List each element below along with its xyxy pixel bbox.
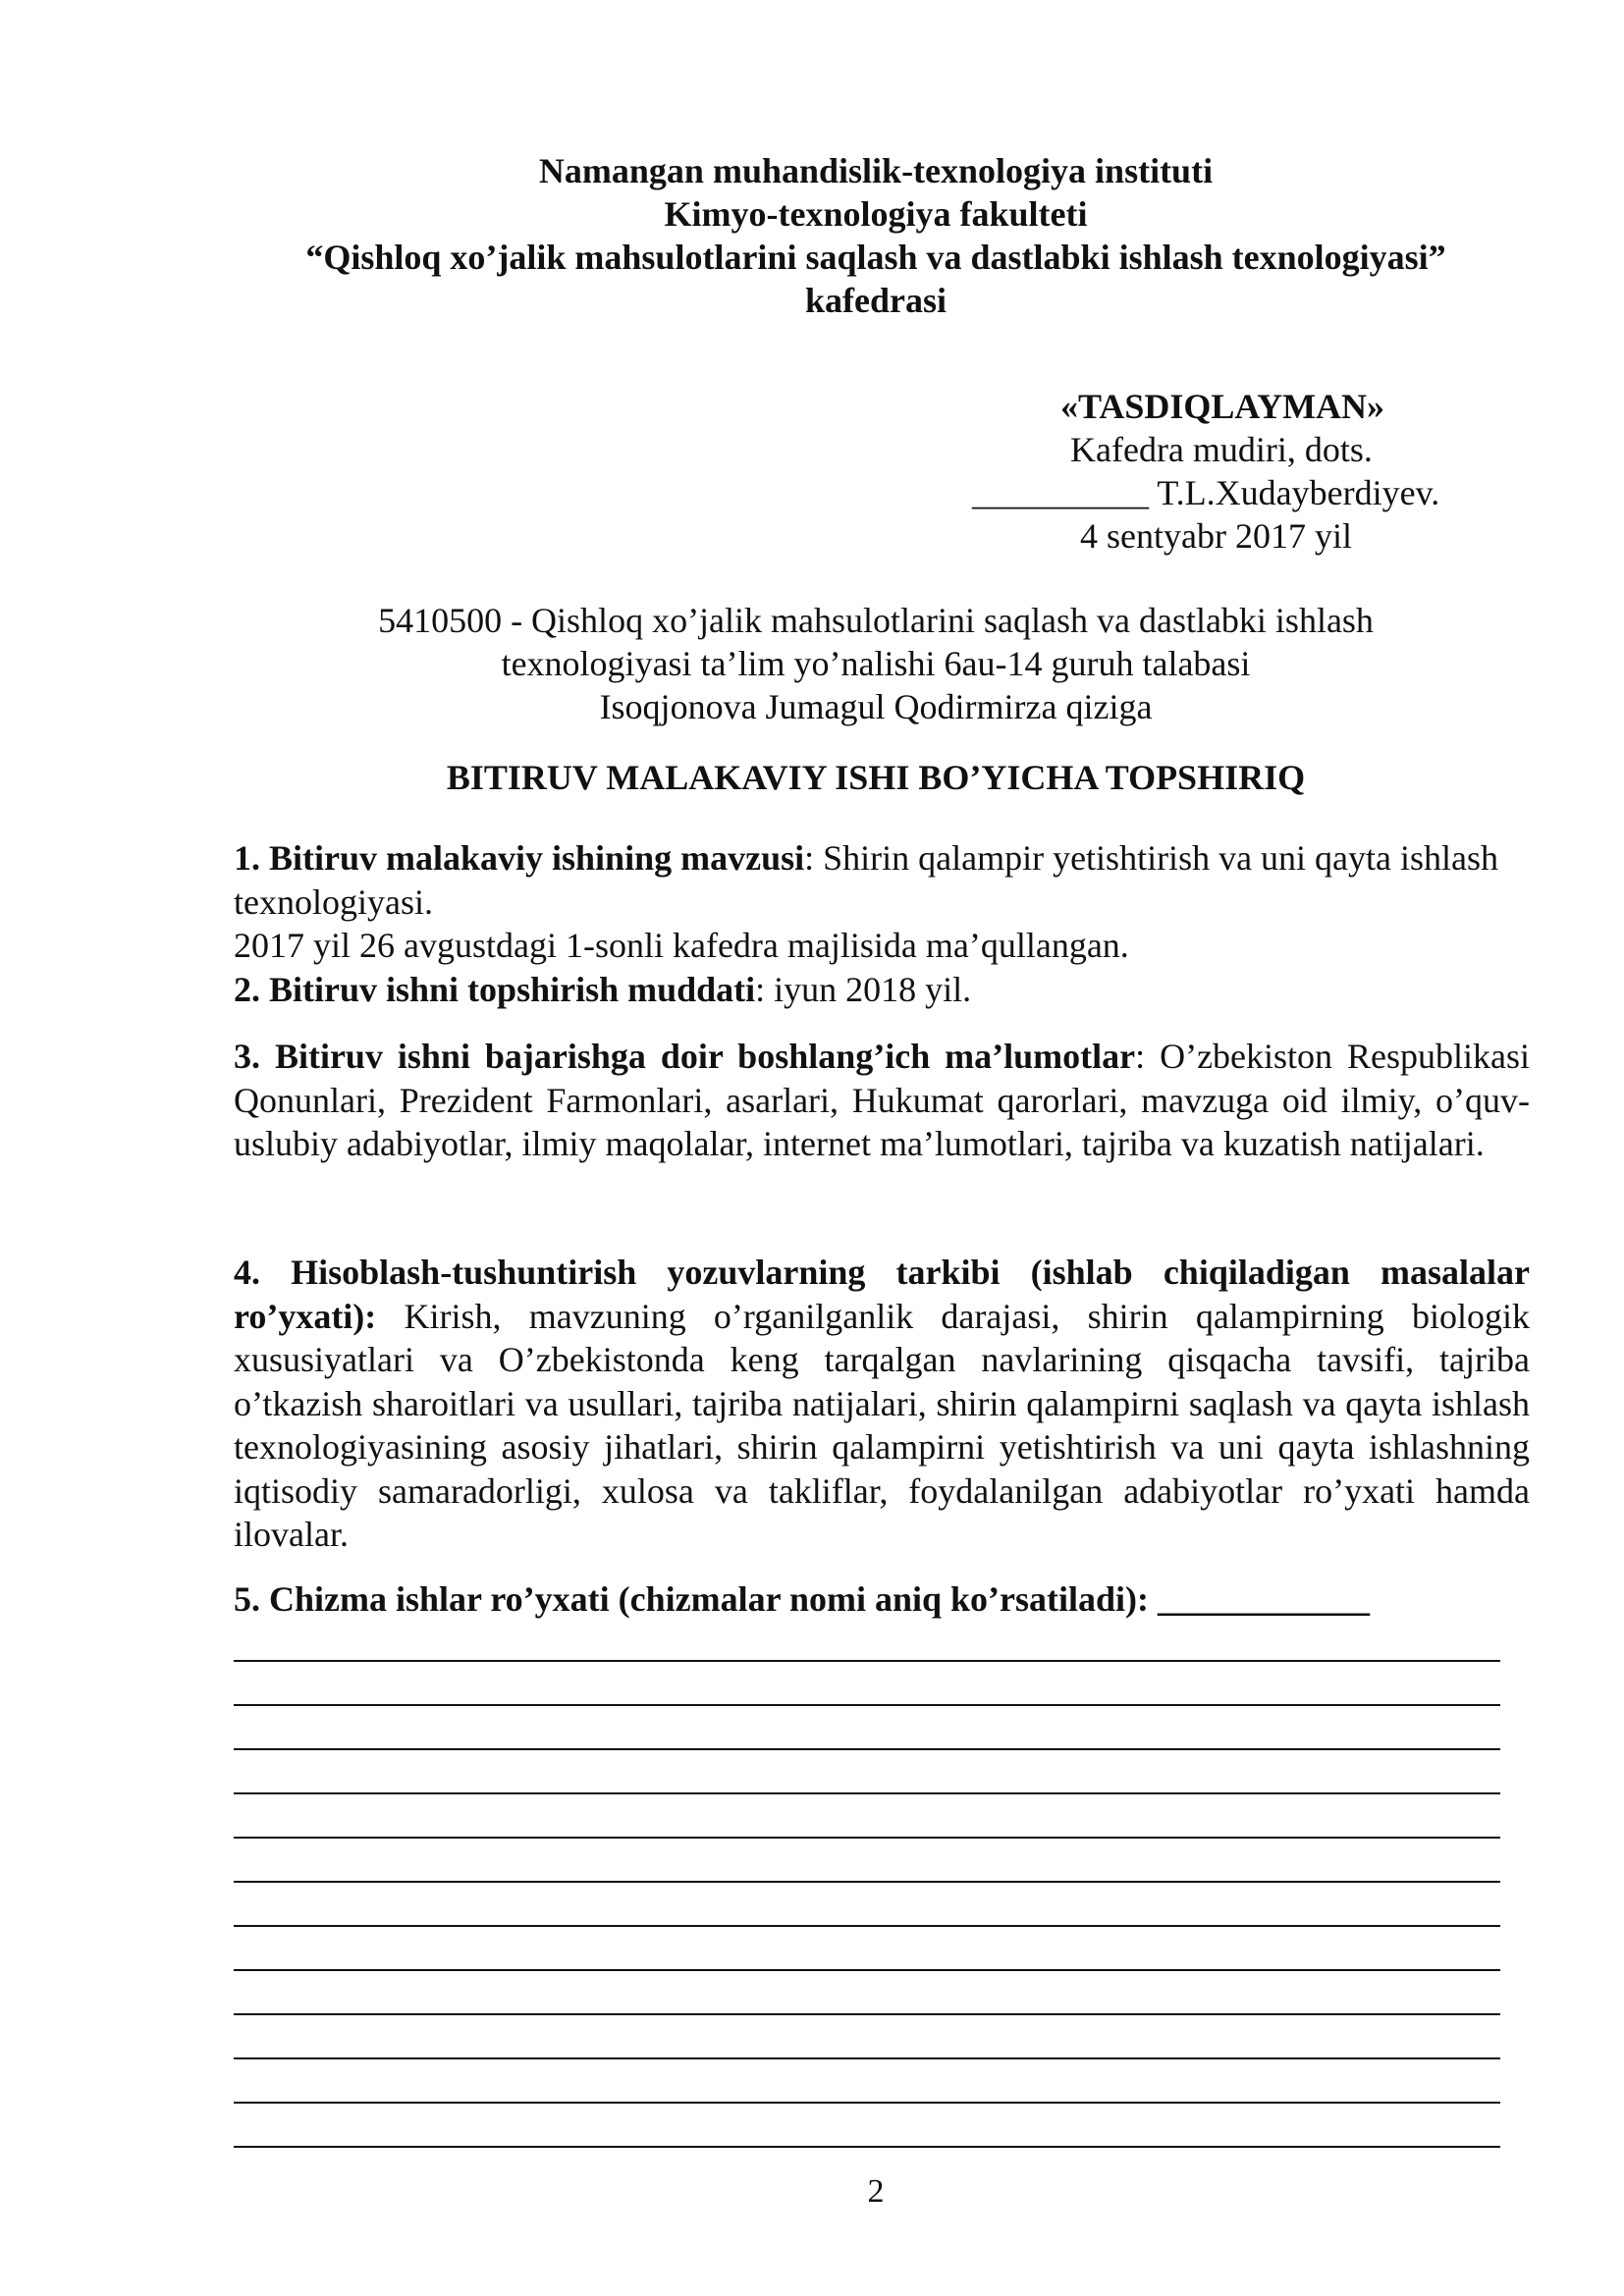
approval-position: Kafedra mudiri, dots. (1070, 430, 1373, 469)
page-number: 2 (867, 2173, 885, 2210)
section-3 (234, 1035, 1530, 1166)
approval-title: «TASDIQLAYMAN» (1060, 387, 1385, 426)
section-2-label: 2. Bitiruv ishni topshirish muddati (234, 969, 756, 1009)
blank-line (234, 1618, 1500, 1662)
approval-signature-line: __________ T.L.Xudayberdiyev. (972, 473, 1440, 512)
blank-line (234, 1927, 1500, 1971)
blank-line (234, 2059, 1500, 2104)
section-2-text: : iyun 2018 yil. (755, 969, 972, 1009)
section-2 (234, 968, 1530, 1012)
approval-block (972, 385, 1561, 558)
section-4-label: 4. Hisoblash-tushuntirish yozuvlarning tarkibi (ishlab chiqiladigan masalalar ro’yxati): (234, 1253, 1530, 1336)
blank-line (234, 2104, 1500, 2148)
section-3-label: 3. Bitiruv ishni bajarishga doir boshlang’ich ma’lumotlar (234, 1037, 1136, 1076)
blank-line (234, 1794, 1500, 1839)
institute-name: Namangan muhandislik-texnologiya instituti (538, 151, 1214, 190)
student-info-line-2: texnologiyasi ta’lim yo’nalishi 6au-14 guruh talabasi (501, 644, 1251, 683)
blank-line (234, 1750, 1500, 1794)
section-1-label: 1. Bitiruv malakaviy ishining mavzusi (234, 838, 805, 878)
faculty-name: Kimyo-texnologiya fakulteti (664, 194, 1088, 234)
department-name: “Qishloq xo’jalik mahsulotlarini saqlash va dastlabki ishlash texnologiyasi” (305, 238, 1446, 277)
section-5-label: 5. Chizma ishlar ro’yxati (chizmalar nomi aniq ko’rsatiladi): ____________ (234, 1579, 1370, 1619)
blank-line (234, 1706, 1500, 1750)
student-info-line-1: 5410500 - Qishloq xo’jalik mahsulotlarini saqlash va dastlabki ishlash (378, 601, 1374, 640)
blank-line (234, 1839, 1500, 1883)
section-5 (234, 1577, 1530, 1622)
institution-header (0, 149, 1624, 322)
section-1 (234, 836, 1530, 924)
section-4-text: Kirish, mavzuning o’rganilganlik darajasi, shirin qalampirning biologik xususiyatlari va O’zbekistonda keng tarqalgan navlarining qisqacha tavsifi, tajriba o’tkazish sharoitlari va usullari, tajriba natijalari, shirin qalampirni saqlash va qayta ishlash texnologiyasining asosiy jihatlari, shirin qalampirni yetishtirish va uni qayta ishlashning iqtisodiy samaradorligi, xulosa va takliflar, foydalanilgan adabiyotlar ro’yxati hamda ilovalar. (234, 1296, 1530, 1554)
student-info (0, 599, 1624, 728)
section-1-text: : Shirin qalampir yetishtirish va uni qayta ishlash texnologiyasi. (234, 838, 1499, 922)
approval-date: 4 sentyabr 2017 yil (1080, 516, 1352, 556)
student-info-line-3: Isoqjonova Jumagul Qodirmirza qiziga (599, 687, 1153, 726)
blank-line (234, 2015, 1500, 2059)
task-title: BITIRUV MALAKAVIY ISHI BO’YICHA TOPSHIRIQ (446, 758, 1306, 797)
section-4 (234, 1251, 1530, 1557)
section-3-text: : O’zbekiston Respublikasi Qonunlari, Prezident Farmonlari, asarlari, Hukumat qarorlari, mavzuga oid ilmiy, o’quv-uslubiy adabiyotlar, ilmiy maqolalar, internet ma’lumotlari, tajriba va kuzatish natijalari. (234, 1037, 1530, 1163)
department-suffix: kafedrasi (805, 281, 947, 320)
section-1-2 (234, 836, 1530, 1011)
section-1-note: 2017 yil 26 avgustdagi 1-sonli kafedra majlisida ma’qullangan. (234, 926, 1129, 965)
blank-line (234, 1883, 1500, 1927)
blank-line (234, 1662, 1500, 1706)
blank-line (234, 1971, 1500, 2015)
drawings-blank-lines (234, 1618, 1500, 2148)
